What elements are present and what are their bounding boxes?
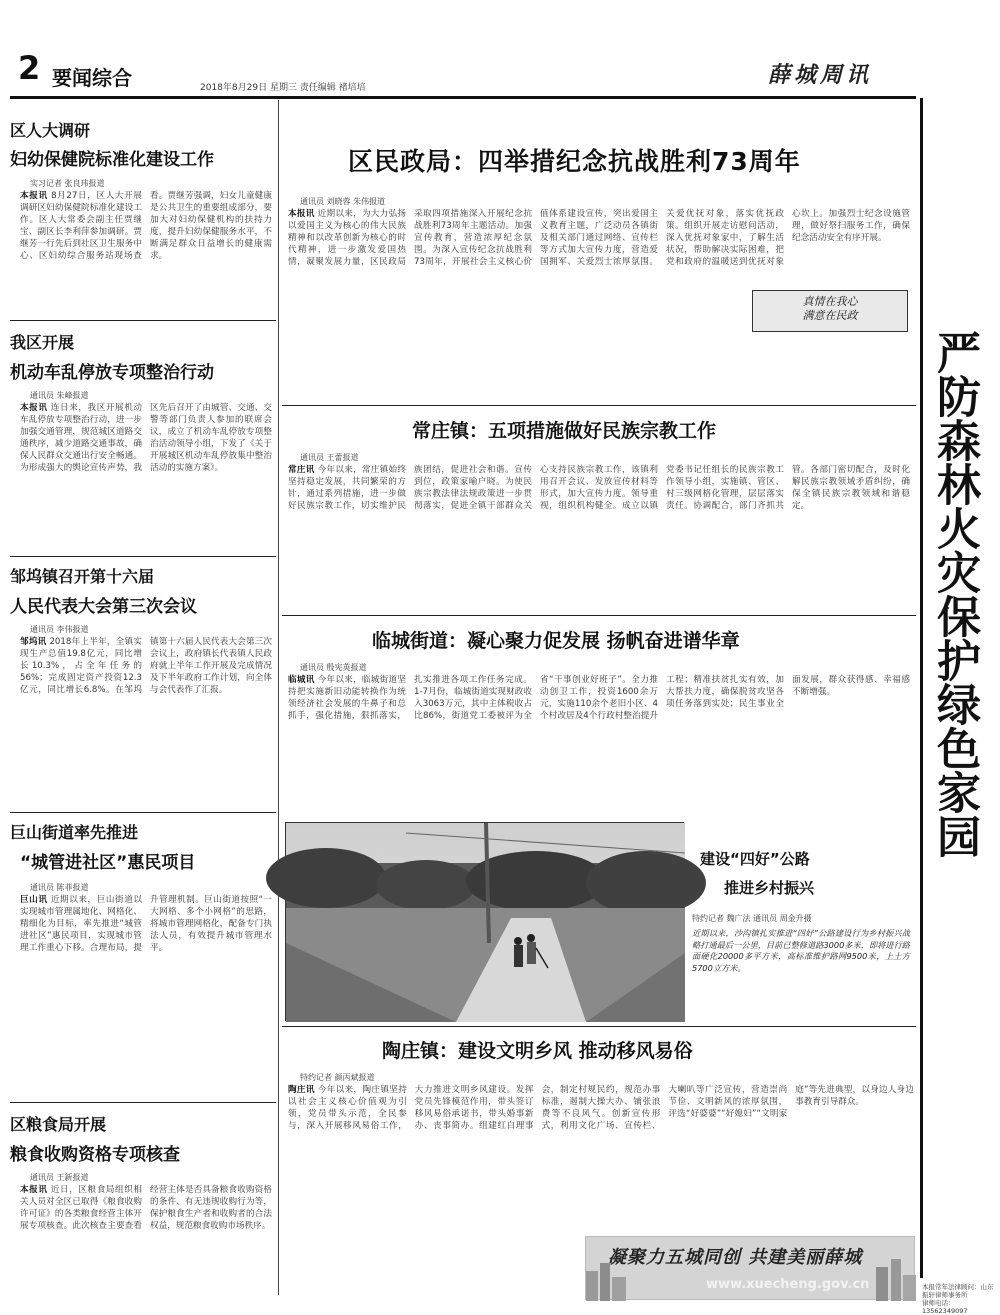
lincheng-text: 今年以来，临城街道坚持把实施新旧动能转换作为统领经济社会发展的牛鼻子和总抓手，强化措施，狠抓落实，扎实推进各项工作任务完成。1-7月份，临城街道实现财政收入3063万元，其中主体税收占比86%，街道党工委被评为全省“干事创业好班子”。全力推动创卫工作，投资1600余万元，实施110余个老旧小区、4个村改居及4个行政村整治提升工程；精准扶贫扎实有效，加大帮扶力度，确保脱贫攻坚各项任务落到实处；民生事业全面发展，群众获得感、幸福感不断增强。 xyxy=(288,675,910,721)
article-1-body xyxy=(20,190,272,316)
main-byline: 通讯员 刘晓蓉 朱伟报道 xyxy=(300,197,386,206)
changzhuang-byline: 通讯员 王蕾报道 xyxy=(300,453,359,462)
main-headline: 区民政局：四举措纪念抗战胜利73周年 xyxy=(348,147,801,176)
masthead-rule xyxy=(10,96,916,99)
article-4-title: “城管进社区”惠民项目 xyxy=(20,853,196,873)
footer-line-1: 本报常年法律顾问：山东振轩律师事务所 xyxy=(922,1283,994,1299)
article-1-title: 妇幼保健院标准化建设工作 xyxy=(10,150,214,170)
main-lead: 本报讯 xyxy=(288,209,315,219)
article-2-byline: 通讯员 朱峰报道 xyxy=(30,391,89,400)
taozhuang-headline: 陶庄镇：建设文明乡风 推动移风易俗 xyxy=(382,1040,693,1062)
rule-1 xyxy=(10,320,276,321)
photo-caption-body: 近期以来，沙沟镇扎实推进“四好”公路建设行为乡村振兴战略打通最后一公里，目前已整修道路3000多米，即将进行路面硬化20000多平方米，高标准维护路网9500米，上土方5700立方米。 xyxy=(692,928,910,973)
article-3-title: 人民代表大会第三次会议 xyxy=(10,597,197,617)
rule-changzhuang xyxy=(282,615,916,616)
article-5-kicker: 区粮食局开展 xyxy=(10,1115,107,1134)
lincheng-byline: 通讯员 殷宪英报道 xyxy=(300,663,367,672)
bottom-banner-text: 凝聚力五城同创 共建美丽薛城 xyxy=(608,1247,863,1268)
article-1-byline: 实习记者 张良玮报道 xyxy=(30,179,105,188)
article-4-kicker: 巨山街道率先推进 xyxy=(10,823,139,842)
article-2-text: 连日来，我区开展机动车乱停放专项整治行动，进一步加强交通管理，规范城区道路交通秩序，减少道路交通事故，确保人民群众交通出行安全畅通。为形成强大的舆论宣传声势，我区先后召开了由城管、交通、交警等部门负责人参加的联席会议，成立了机动车乱停放专项整治活动领导小组，下发了《关于开展城区机动车乱停放集中整治活动的实施方案》。 xyxy=(20,403,272,473)
issue-date: 2018年8月29日 星期三 责任编辑 褚培培 xyxy=(200,83,366,93)
taozhuang-text: 今年以来，陶庄镇坚持以社会主义核心价值观为引领，党员带头示范，全民参与，深入开展移风易俗工作，大力推进文明乡风建设。发挥党员先锋模范作用，带头签订移风易俗承诺书，带头婚事新办、丧事简办。组建红白理事会，制定村规民约，规范办事标准，遏制大操大办、铺张浪费等不良风气。创新宣传形式，利用文化广场、宣传栏、大喇叭等广泛宣传，营造崇尚节俭、文明新风的浓厚氛围，评选“好婆婆”“好媳妇”“文明家庭”等先进典型，以身边人身边事教育引导群众。 xyxy=(288,1085,914,1131)
photo-caption-byline: 特约记者 魏广法 通讯员 周金升摄 xyxy=(692,914,812,923)
taozhuang-lead: 陶庄讯 xyxy=(288,1085,315,1095)
article-5-lead: 本报讯 xyxy=(20,1185,48,1195)
rule-4 xyxy=(10,1102,276,1103)
article-5-body xyxy=(20,1184,272,1300)
changzhuang-headline: 常庄镇：五项措施做好民族宗教工作 xyxy=(412,420,717,442)
article-3-byline: 通讯员 李伟报道 xyxy=(30,625,89,634)
rule-main xyxy=(282,405,916,406)
article-4-body xyxy=(20,894,272,1094)
article-1-kicker: 区人大调研 xyxy=(10,121,91,140)
changzhuang-body xyxy=(288,464,910,610)
rule-photo xyxy=(282,1026,916,1027)
footer-line-2: 律师电话：13562349097 xyxy=(922,1299,968,1315)
article-3-text: 2018年上半年，全镇实现生产总值19.8亿元，同比增长10.3%，占全年任务的56%；完成固定资产投资12.3亿元，同比增长6.8%。在邹坞镇第十六届人民代表大会第三次会议上，政府镇长代表镇人民政府就上半年工作开展及完成情况及下半年政府工作计划，向全体与会代表作了汇报。 xyxy=(20,637,272,695)
changzhuang-lead: 常庄讯 xyxy=(288,465,315,475)
article-1-text: 8月27日，区人大开展调研区妇幼保健院标准化建设工作。区人大常委会副主任贾继宝、副区长李利萍参加调研。贾继芳一行先后到社区卫生服务中心、区妇幼综合服务站现场查看。贾继芳强调，妇女儿童健康是公共卫生的重要组成部分，要加大对妇幼保健机构的扶持力度，提升妇幼保健服务水平，不断满足群众日益增长的健康需求。 xyxy=(20,191,272,261)
site-watermark: www.xuecheng.gov.cn xyxy=(706,1277,870,1292)
section-title: 要闻综合 xyxy=(52,66,132,90)
lincheng-lead: 临城讯 xyxy=(288,675,315,685)
article-5-byline: 通讯员 王新报道 xyxy=(30,1173,89,1182)
lincheng-headline: 临城街道：凝心聚力促发展 扬帆奋进谱华章 xyxy=(372,630,740,652)
article-1-lead: 本报讯 xyxy=(20,191,48,201)
article-3-lead: 邹坞讯 xyxy=(20,637,47,647)
road-photo-image xyxy=(286,823,685,1022)
rule-2 xyxy=(10,556,276,557)
article-2-kicker: 我区开展 xyxy=(10,333,75,352)
article-2-body xyxy=(20,402,272,552)
footer-legal-counsel xyxy=(922,1283,998,1315)
page-number: 2 xyxy=(18,49,41,87)
paper-logo: 薛城周讯 xyxy=(768,62,873,88)
article-4-text: 近期以来，巨山街道以实现城市管理属地化、网格化、精细化为目标，率先推进“城管进社区”惠民项目，实现城市管理工作重心下移。合理布局，提升管理机制。巨山街道按照“一大网格、多个小网格”的思路，将城市管理网格化，配备专门执法人员，有效提升城市管理水平。 xyxy=(20,895,272,953)
main-ad-box xyxy=(752,290,908,332)
road-construction-photo xyxy=(285,822,684,1021)
main-ad-line2: 满意在民政 xyxy=(802,309,858,322)
bottom-banner xyxy=(585,1236,915,1300)
article-5-title: 粮食收购资格专项核查 xyxy=(10,1145,180,1165)
taozhuang-byline: 特约记者 颜丙斌报道 xyxy=(300,1073,375,1082)
article-5-text: 近日，区粮食局组织相关人员对全区已取得《粮食收购许可证》的各类粮食经营主体开展专项核查。此次核查主要查看经营主体是否具备粮食收购资格的条件、有无违规收购行为等，保护粮食生产者和收购者的合法权益，规范粮食收购市场秩序。 xyxy=(20,1185,272,1231)
left-column-divider xyxy=(278,100,279,1295)
article-3-body xyxy=(20,636,272,806)
changzhuang-text: 今年以来，常庄镇始终坚持稳定发展，共同繁荣的方针，通过系列措施，进一步做好民族宗教工作，切实维护民族团结，促进社会和谐。宣传到位，政策家喻户晓。为使民族宗教法律法规政策进一步贯彻落实，促进全镇干部群众关心支持民族宗教工作，该镇利用召开会议、发放宣传材料等形式，加大宣传力度。领导重视，组织机构健全。成立以镇党委书记任组长的民族宗教工作领导小组，实施镇、管区、村三级网格化管理，层层落实责任。协调配合，部门齐抓共管。各部门密切配合，及时化解民族宗教领域矛盾纠纷，确保全镇民族宗教领域和谐稳定。 xyxy=(288,465,910,511)
sidebar-slogan: 严防森林火灾保护绿色家园 xyxy=(929,330,980,858)
lincheng-body xyxy=(288,674,910,814)
photo-caption-title-1: 建设“四好”公路 xyxy=(700,850,810,868)
article-2-lead: 本报讯 xyxy=(20,403,48,413)
article-4-lead: 巨山讯 xyxy=(20,895,48,905)
main-text: 近期以来，为大力弘扬以爱国主义为核心的伟大民族精神和以改革创新为核心的时代精神，进一步激发爱国热情，凝聚发展力量，区民政局采取四项措施深入开展纪念抗战胜利73周年主题活动。加强宣传教育，营造浓厚纪念氛围。为深入宣传纪念抗战胜利73周年，开展社会主义核心价值体系建设宣传，突出爱国主义教育主题，广泛动员各镇街及相关部门通过网络、宣传栏等方式加大宣传力度，营造爱国拥军、关爱烈士浓厚氛围。关爱优抚对象，落实优抚政策。组织开展走访慰问活动，深入优抚对象家中，了解生活状况，帮助解决实际困难，把党和政府的温暖送到优抚对象心坎上。加强烈士纪念设施管理，做好祭扫服务工作，确保纪念活动安全有序开展。 xyxy=(288,209,910,267)
rule-3 xyxy=(10,812,276,813)
article-3-kicker: 邹坞镇召开第十六届 xyxy=(10,567,155,586)
photo-caption-title-2: 推进乡村振兴 xyxy=(724,879,815,897)
taozhuang-body xyxy=(288,1084,914,1234)
main-ad-line1: 真情在我心 xyxy=(802,295,858,308)
article-4-byline: 通讯员 陈菲报道 xyxy=(30,883,89,892)
article-2-title: 机动车乱停放专项整治行动 xyxy=(10,363,214,383)
